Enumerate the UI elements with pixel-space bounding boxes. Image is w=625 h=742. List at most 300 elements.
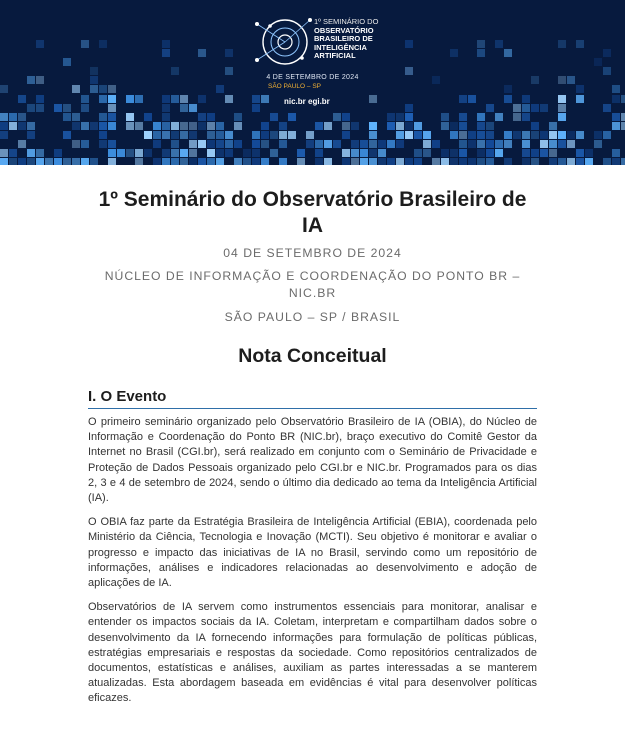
pixel-tile — [72, 85, 80, 93]
pixel-tile — [126, 122, 134, 130]
pixel-tile — [108, 122, 116, 130]
pixel-tile — [351, 158, 359, 165]
pixel-tile — [405, 104, 413, 112]
pixel-tile — [486, 149, 494, 157]
pixel-tile — [234, 140, 242, 148]
pixel-tile — [216, 122, 224, 130]
pixel-tile — [252, 104, 260, 112]
pixel-tile — [225, 149, 233, 157]
pixel-tile — [477, 140, 485, 148]
pixel-tile — [144, 113, 152, 121]
pixel-tile — [477, 113, 485, 121]
pixel-tile — [234, 113, 242, 121]
pixel-tile — [495, 140, 503, 148]
pixel-tile — [171, 122, 179, 130]
pixel-tile — [198, 158, 206, 165]
pixel-tile — [306, 140, 314, 148]
logo-line: OBSERVATÓRIO — [314, 25, 374, 35]
pixel-tile — [324, 158, 332, 165]
pixel-tile — [108, 85, 116, 93]
pixel-tile — [81, 40, 89, 48]
pixel-tile — [369, 122, 377, 130]
pixel-tile — [486, 122, 494, 130]
pixel-tile — [342, 158, 350, 165]
pixel-tile — [153, 131, 161, 139]
pixel-tile — [252, 158, 260, 165]
pixel-tile — [522, 131, 530, 139]
pixel-tile — [171, 95, 179, 103]
pixel-tile — [612, 113, 620, 121]
pixel-tile — [216, 149, 224, 157]
pixel-tile — [504, 95, 512, 103]
pixel-tile — [405, 131, 413, 139]
pixel-tile — [360, 158, 368, 165]
pixel-tile — [81, 104, 89, 112]
pixel-tile — [477, 158, 485, 165]
pixel-tile — [450, 49, 458, 57]
pixel-tile — [189, 140, 197, 148]
pixel-tile — [99, 85, 107, 93]
pixel-tile — [135, 158, 143, 165]
pixel-tile — [468, 131, 476, 139]
pixel-tile — [378, 140, 386, 148]
pixel-tile — [18, 140, 26, 148]
pixel-tile — [369, 140, 377, 148]
pixel-tile — [198, 122, 206, 130]
pixel-tile — [576, 85, 584, 93]
pixel-tile — [486, 104, 494, 112]
pixel-tile — [72, 122, 80, 130]
pixel-tile — [369, 131, 377, 139]
pixel-tile — [522, 95, 530, 103]
pixel-tile — [612, 122, 620, 130]
pixel-tile — [36, 158, 44, 165]
pixel-tile — [576, 40, 584, 48]
pixel-tile — [531, 158, 539, 165]
pixel-tile — [99, 95, 107, 103]
pixel-tile — [396, 158, 404, 165]
pixel-tile — [99, 140, 107, 148]
pixel-tile — [540, 149, 548, 157]
pixel-tile — [36, 95, 44, 103]
pixel-tile — [576, 149, 584, 157]
pixel-tile — [27, 122, 35, 130]
pixel-tile — [135, 149, 143, 157]
pixel-tile — [558, 104, 566, 112]
pixel-tile — [459, 158, 467, 165]
pixel-tile — [369, 158, 377, 165]
pixel-tile — [504, 49, 512, 57]
header-banner — [0, 0, 625, 165]
pixel-tile — [315, 122, 323, 130]
pixel-tile — [216, 140, 224, 148]
pixel-tile — [414, 131, 422, 139]
pixel-tile — [288, 113, 296, 121]
pixel-tile — [18, 158, 26, 165]
pixel-tile — [234, 158, 242, 165]
pixel-tile — [225, 49, 233, 57]
pixel-tile — [387, 113, 395, 121]
pixel-tile — [378, 158, 386, 165]
pixel-tile — [387, 122, 395, 130]
pixel-tile — [171, 140, 179, 148]
pixel-tile — [333, 113, 341, 121]
pixel-tile — [135, 95, 143, 103]
pixel-tile — [450, 149, 458, 157]
pixel-tile — [72, 113, 80, 121]
pixel-tile — [9, 149, 17, 157]
logo-line: 1º SEMINÁRIO DO — [314, 17, 379, 26]
pixel-tile — [324, 122, 332, 130]
document-body — [0, 187, 625, 707]
pixel-tile — [189, 104, 197, 112]
pixel-tile — [81, 95, 89, 103]
pixel-tile — [0, 122, 8, 130]
pixel-tile — [504, 85, 512, 93]
pixel-tile — [612, 85, 620, 93]
pixel-tile — [360, 149, 368, 157]
pixel-tile — [72, 140, 80, 148]
pixel-tile — [108, 140, 116, 148]
pixel-tile — [279, 140, 287, 148]
pixel-tile — [594, 58, 602, 66]
event-logo-text — [314, 18, 394, 61]
pixel-tile — [540, 140, 548, 148]
pixel-tile — [558, 95, 566, 103]
pixel-tile — [189, 158, 197, 165]
pixel-tile — [369, 95, 377, 103]
pixel-tile — [522, 104, 530, 112]
pixel-tile — [486, 131, 494, 139]
pixel-tile — [621, 113, 625, 121]
pixel-tile — [171, 131, 179, 139]
pixel-tile — [261, 122, 269, 130]
pixel-tile — [378, 149, 386, 157]
pixel-tile — [207, 113, 215, 121]
pixel-tile — [279, 122, 287, 130]
paragraph: Observatórios de IA servem como instrumentos essenciais para monitorar, analisar e entender os impactos sociais da IA. Coletam, interpretam e compartilham dados sobre o desenvolvimento da IA fornecendo informações para formulação de políticas públicas, estratégias empresariais e respostas da sociedade. Como repositórios centralizados de documentos, estatísticas e análises, auxiliam as partes interessadas a se manterem atualizadas. Esta abordagem baseada em evidências é vital para desenvolver políticas eficazes. — [88, 601, 537, 705]
pixel-tile — [495, 113, 503, 121]
pixel-tile — [459, 149, 467, 157]
pixel-tile — [225, 95, 233, 103]
pixel-tile — [342, 113, 350, 121]
pixel-tile — [144, 149, 152, 157]
pixel-tile — [162, 149, 170, 157]
pixel-tile — [396, 131, 404, 139]
pixel-tile — [387, 158, 395, 165]
pixel-tile — [468, 140, 476, 148]
pixel-tile — [63, 104, 71, 112]
pixel-tile — [567, 131, 575, 139]
pixel-tile — [540, 104, 548, 112]
subsection-heading: I. O Evento — [88, 388, 537, 409]
pixel-tile — [162, 40, 170, 48]
pixel-tile — [117, 149, 125, 157]
pixel-tile — [459, 131, 467, 139]
pixel-tile — [261, 140, 269, 148]
pixel-tile — [342, 122, 350, 130]
pixel-tile — [603, 104, 611, 112]
pixel-tile — [279, 131, 287, 139]
pixel-tile — [18, 95, 26, 103]
pixel-tile — [207, 158, 215, 165]
pixel-tile — [396, 140, 404, 148]
pixel-tile — [270, 149, 278, 157]
paragraph: O OBIA faz parte da Estratégia Brasileira de Inteligência Artificial (EBIA), coordenada pelo Ministério da Ciência, Tecnologia e Inovação (MCTI). Seu objetivo é monitorar e avaliar o progresso e impacto das iniciativas de IA no Brasil, servindo como um repositório de informações, análises e indicadores relacionadas ao desenvolvimento e adoção de aplicações de IA. — [88, 516, 537, 590]
pixel-tile — [207, 149, 215, 157]
pixel-tile — [288, 131, 296, 139]
pixel-tile — [342, 131, 350, 139]
pixel-tile — [207, 140, 215, 148]
pixel-tile — [36, 104, 44, 112]
pixel-tile — [45, 158, 53, 165]
pixel-tile — [243, 149, 251, 157]
pixel-tile — [522, 149, 530, 157]
pixel-tile — [567, 158, 575, 165]
pixel-tile — [477, 131, 485, 139]
pixel-tile — [99, 122, 107, 130]
pixel-tile — [189, 122, 197, 130]
pixel-tile — [522, 158, 530, 165]
pixel-tile — [108, 95, 116, 103]
pixel-tile — [594, 140, 602, 148]
pixel-tile — [189, 131, 197, 139]
pixel-tile — [612, 95, 620, 103]
pixel-tile — [558, 40, 566, 48]
nic-cgi-brand-logo: nic.br egi.br — [284, 97, 330, 106]
pixel-tile — [108, 158, 116, 165]
pixel-tile — [27, 131, 35, 139]
pixel-tile — [261, 95, 269, 103]
pixel-tile — [153, 122, 161, 130]
pixel-tile — [252, 140, 260, 148]
pixel-tile — [126, 149, 134, 157]
pixel-tile — [549, 149, 557, 157]
banner-place: SÃO PAULO – SP — [268, 83, 321, 90]
pixel-tile — [297, 149, 305, 157]
pixel-tile — [36, 40, 44, 48]
pixel-tile — [495, 40, 503, 48]
pixel-tile — [405, 40, 413, 48]
pixel-tile — [207, 131, 215, 139]
pixel-tile — [531, 149, 539, 157]
pixel-tile — [405, 122, 413, 130]
event-location: SÃO PAULO – SP / BRASIL — [224, 310, 401, 324]
pixel-tile — [558, 140, 566, 148]
pixel-tile — [0, 131, 8, 139]
pixel-tile — [81, 158, 89, 165]
pixel-tile — [324, 140, 332, 148]
pixel-tile — [351, 149, 359, 157]
pixel-tile — [171, 158, 179, 165]
pixel-tile — [153, 140, 161, 148]
pixel-tile — [351, 122, 359, 130]
pixel-tile — [522, 113, 530, 121]
pixel-tile — [99, 131, 107, 139]
pixel-tile — [162, 95, 170, 103]
pixel-tile — [0, 85, 8, 93]
pixel-tile — [162, 49, 170, 57]
pixel-tile — [504, 131, 512, 139]
pixel-tile — [63, 58, 71, 66]
pixel-tile — [126, 113, 134, 121]
pixel-tile — [108, 113, 116, 121]
pixel-tile — [531, 131, 539, 139]
pixel-tile — [441, 122, 449, 130]
pixel-tile — [486, 140, 494, 148]
pixel-tile — [468, 95, 476, 103]
pixel-tile — [459, 140, 467, 148]
pixel-tile — [252, 131, 260, 139]
pixel-tile — [0, 158, 8, 165]
pixel-tile — [81, 122, 89, 130]
pixel-tile — [225, 140, 233, 148]
pixel-tile — [369, 149, 377, 157]
pixel-tile — [306, 131, 314, 139]
pixel-tile — [198, 49, 206, 57]
pixel-tile — [189, 149, 197, 157]
pixel-tile — [549, 158, 557, 165]
pixel-tile — [99, 40, 107, 48]
logo-line: BRASILEIRO DE — [314, 34, 373, 43]
pixel-tile — [441, 158, 449, 165]
pixel-tile — [81, 140, 89, 148]
pixel-tile — [468, 158, 476, 165]
pixel-tile — [198, 113, 206, 121]
pixel-tile — [297, 158, 305, 165]
pixel-tile — [252, 95, 260, 103]
pixel-tile — [621, 158, 625, 165]
pixel-tile — [360, 140, 368, 148]
pixel-tile — [612, 158, 620, 165]
pixel-tile — [495, 149, 503, 157]
pixel-tile — [450, 131, 458, 139]
pixel-tile — [423, 149, 431, 157]
pixel-tile — [621, 95, 625, 103]
pixel-tile — [198, 140, 206, 148]
pixel-tile — [477, 40, 485, 48]
pixel-tile — [108, 149, 116, 157]
pixel-tile — [126, 95, 134, 103]
pixel-tile — [405, 158, 413, 165]
pixel-tile — [459, 113, 467, 121]
pixel-tile — [432, 158, 440, 165]
organization-name: NÚCLEO DE INFORMAÇÃO E COORDENAÇÃO DO PONTO BR – NIC.BR — [104, 269, 521, 300]
document-title: 1º Seminário do Observatório Brasileiro de IA — [98, 188, 527, 237]
pixel-tile — [0, 149, 8, 157]
pixel-tile — [9, 113, 17, 121]
pixel-tile — [477, 149, 485, 157]
pixel-tile — [315, 158, 323, 165]
pixel-tile — [477, 122, 485, 130]
pixel-tile — [513, 113, 521, 121]
logo-line: ARTIFICIAL — [314, 51, 356, 60]
pixel-tile — [441, 149, 449, 157]
pixel-tile — [612, 149, 620, 157]
pixel-tile — [396, 122, 404, 130]
pixel-tile — [18, 113, 26, 121]
pixel-tile — [144, 131, 152, 139]
pixel-tile — [9, 122, 17, 130]
pixel-tile — [162, 122, 170, 130]
pixel-tile — [585, 149, 593, 157]
pixel-tile — [234, 122, 242, 130]
pixel-tile — [405, 113, 413, 121]
pixel-tile — [0, 113, 8, 121]
pixel-tile — [585, 158, 593, 165]
pixel-tile — [549, 140, 557, 148]
pixel-tile — [549, 131, 557, 139]
pixel-tile — [225, 131, 233, 139]
pixel-tile — [207, 122, 215, 130]
pixel-tile — [315, 140, 323, 148]
pixel-tile — [180, 122, 188, 130]
pixel-tile — [531, 122, 539, 130]
pixel-tile — [576, 158, 584, 165]
pixel-tile — [162, 113, 170, 121]
pixel-tile — [576, 95, 584, 103]
pixel-tile — [513, 131, 521, 139]
pixel-tile — [171, 149, 179, 157]
pixel-tile — [54, 149, 62, 157]
pixel-tile — [216, 85, 224, 93]
pixel-tile — [450, 158, 458, 165]
pixel-tile — [450, 122, 458, 130]
event-date: 04 DE SETEMBRO DE 2024 — [223, 246, 402, 260]
pixel-tile — [63, 158, 71, 165]
pixel-tile — [315, 149, 323, 157]
pixel-tile — [252, 149, 260, 157]
pixel-tile — [27, 149, 35, 157]
pixel-tile — [162, 131, 170, 139]
pixel-tile — [9, 158, 17, 165]
pixel-tile — [90, 158, 98, 165]
pixel-tile — [99, 113, 107, 121]
pixel-tile — [279, 158, 287, 165]
pixel-tile — [90, 85, 98, 93]
pixel-tile — [558, 113, 566, 121]
pixel-tile — [180, 158, 188, 165]
pixel-tile — [180, 104, 188, 112]
pixel-tile — [432, 140, 440, 148]
pixel-tile — [558, 131, 566, 139]
pixel-tile — [261, 158, 269, 165]
pixel-tile — [90, 122, 98, 130]
pixel-tile — [504, 140, 512, 148]
pixel-tile — [261, 131, 269, 139]
pixel-tile — [351, 140, 359, 148]
pixel-tile — [594, 131, 602, 139]
pixel-tile — [414, 149, 422, 157]
pixel-tile — [603, 158, 611, 165]
pixel-tile — [486, 158, 494, 165]
pixel-tile — [387, 140, 395, 148]
pixel-tile — [549, 122, 557, 130]
pixel-tile — [36, 149, 44, 157]
pixel-tile — [522, 140, 530, 148]
banner-date: 4 DE SETEMBRO DE 2024 — [266, 74, 359, 81]
pixel-tile — [27, 104, 35, 112]
pixel-tile — [180, 95, 188, 103]
pixel-tile — [54, 104, 62, 112]
pixel-tile — [270, 113, 278, 121]
pixel-tile — [603, 131, 611, 139]
pixel-tile — [153, 158, 161, 165]
pixel-tile — [513, 104, 521, 112]
pixel-tile — [270, 131, 278, 139]
pixel-tile — [216, 158, 224, 165]
pixel-tile — [180, 131, 188, 139]
